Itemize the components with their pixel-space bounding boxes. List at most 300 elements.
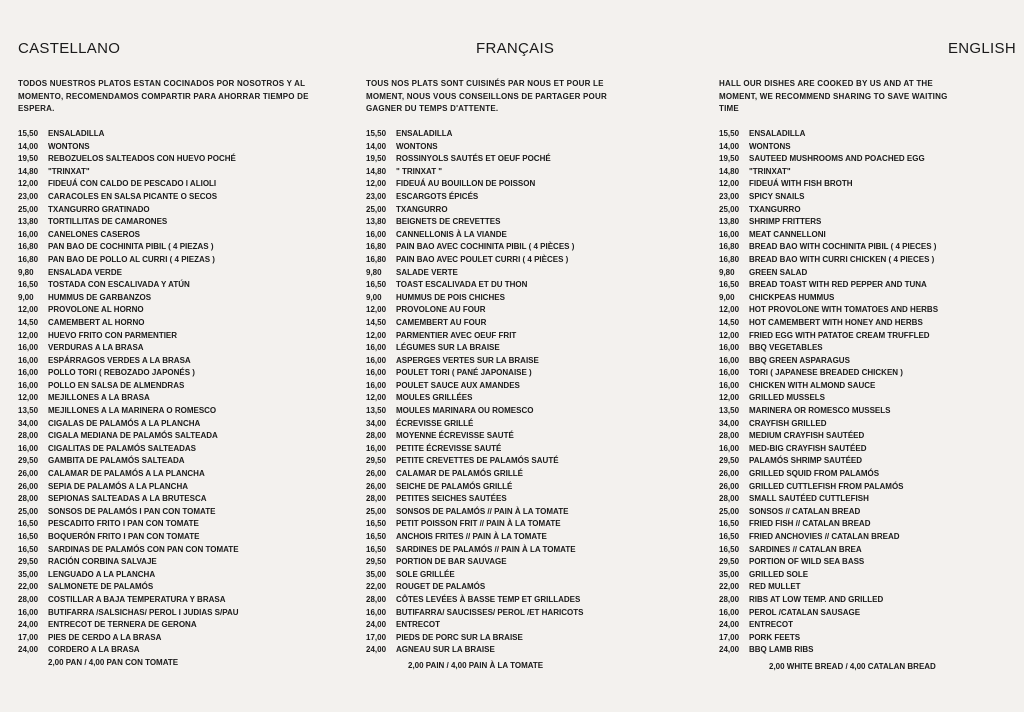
menu-item-name: ENTRECOT: [749, 620, 793, 630]
menu-item-price: 26,00: [18, 481, 39, 491]
menu-item: [18, 229, 239, 242]
menu-item-name: SAUTEED MUSHROOMS AND POACHED EGG: [749, 154, 925, 164]
menu-item-price: 26,00: [366, 469, 387, 479]
menu-item: [366, 418, 583, 431]
menu-item-name: FIDEUÁ AU BOUILLON DE POISSON: [396, 179, 536, 189]
menu-item-name: TORI ( JAPANESE BREADED CHICKEN ): [749, 368, 903, 378]
menu-item-price: 12,00: [719, 330, 740, 340]
menu-item: [18, 607, 239, 620]
menu-item-name: SEICHE DE PALAMÓS GRILLÉ: [396, 481, 513, 491]
menu-item-name: "TRINXAT": [749, 166, 791, 176]
menu-item-name: MEJILLONES A LA MARINERA O ROMESCO: [48, 406, 217, 416]
bread-line-english: 2,00 WHITE BREAD / 4,00 CATALAN BREAD: [769, 662, 936, 671]
menu-item-name: CÔTES LEVÉES À BASSE TEMP ET GRILLADES: [396, 594, 581, 604]
menu-item-name: HUMMUS DE GARBANZOS: [48, 292, 152, 302]
menu-item-name: ENTRECOT DE TERNERA DE GERONA: [48, 620, 197, 630]
menu-item-price: 17,00: [18, 632, 39, 642]
menu-item: [366, 632, 583, 645]
menu-item-price: 25,00: [719, 506, 740, 516]
menu-item: [719, 128, 938, 141]
menu-item-name: MED-BIG CRAYFISH SAUTÉED: [749, 443, 867, 453]
intro-english: HALL OUR DISHES ARE COOKED BY US AND AT THE MOMENT, WE RECOMMEND SHARING TO SAVE WAITING TIME: [719, 79, 948, 113]
menu-item-price: 29,50: [366, 557, 387, 567]
menu-item-name: SARDINAS DE PALAMÓS CON PAN CON TOMATE: [48, 544, 239, 554]
menu-item-price: 28,00: [719, 594, 740, 604]
menu-list-castellano: [18, 128, 239, 657]
menu-item-name: VERDURAS A LA BRASA: [48, 343, 144, 353]
menu-item: [18, 267, 239, 280]
menu-item: [18, 418, 239, 431]
menu-item-name: ENSALADILLA: [396, 129, 453, 138]
menu-item-price: 13,50: [719, 406, 740, 416]
menu-item: [366, 204, 583, 217]
menu-item: [366, 166, 583, 179]
menu-item-name: GAMBITA DE PALAMÓS SALTEADA: [48, 456, 185, 466]
menu-item: [719, 153, 938, 166]
menu-item: [18, 405, 239, 418]
menu-item-name: SARDINES // CATALAN BREA: [749, 544, 862, 554]
menu-item: [18, 355, 239, 368]
menu-item-name: TXANGURRO: [396, 204, 448, 214]
menu-item: [719, 204, 938, 217]
menu-item-price: 13,80: [366, 217, 387, 227]
menu-item-price: 35,00: [719, 569, 740, 579]
menu-item-price: 16,00: [18, 355, 39, 365]
menu-item: [18, 518, 239, 531]
menu-item-price: 26,00: [719, 481, 740, 491]
menu-item-price: 16,00: [719, 343, 740, 353]
menu-item-price: 35,00: [18, 569, 39, 579]
menu-item: [366, 267, 583, 280]
menu-item-price: 16,50: [366, 280, 387, 290]
menu-item: [719, 292, 938, 305]
menu-item-name: BBQ LAMB RIBS: [749, 645, 814, 655]
menu-item-price: 25,00: [18, 204, 39, 214]
menu-item: [719, 531, 938, 544]
menu-item-name: SONSOS // CATALAN BREAD: [749, 506, 861, 516]
menu-item-price: 16,00: [18, 607, 39, 617]
menu-item: [18, 481, 239, 494]
menu-item-name: ROUGET DE PALAMÓS: [396, 582, 486, 592]
menu-item-price: 26,00: [366, 481, 387, 491]
menu-item-price: 9,00: [366, 292, 382, 302]
menu-item: [366, 292, 583, 305]
menu-item-price: 16,00: [366, 343, 387, 353]
menu-item-price: 23,00: [366, 191, 387, 201]
menu-item-name: REBOZUELOS SALTEADOS CON HUEVO POCHÉ: [48, 154, 236, 164]
menu-item-name: POLLO EN SALSA DE ALMENDRAS: [48, 380, 185, 390]
menu-item: [366, 279, 583, 292]
menu-item-price: 29,50: [366, 456, 387, 466]
menu-item-name: BREAD BAO WITH CURRI CHICKEN ( 4 PIECES ): [749, 254, 935, 264]
menu-item-price: 16,00: [18, 343, 39, 353]
menu-item: [366, 607, 583, 620]
menu-item-price: 25,00: [719, 204, 740, 214]
menu-item-name: CAMEMBERT AU FOUR: [396, 317, 487, 327]
menu-item-price: 16,00: [18, 380, 39, 390]
menu-item: [719, 430, 938, 443]
menu-item-name: MEJILLONES A LA BRASA: [48, 393, 150, 403]
menu-item-price: 16,50: [18, 544, 39, 554]
menu-item-price: 22,00: [18, 582, 39, 592]
menu-item: [366, 330, 583, 343]
menu-item-price: 14,00: [719, 141, 740, 151]
menu-item-price: 26,00: [719, 469, 740, 479]
menu-item-price: 25,00: [366, 204, 387, 214]
menu-item: [719, 367, 938, 380]
menu-item-price: 12,00: [719, 393, 740, 403]
menu-item-price: 25,00: [18, 506, 39, 516]
menu-item: [366, 468, 583, 481]
menu-item-price: 17,00: [366, 632, 387, 642]
menu-item-name: LÉGUMES SUR LA BRAISE: [396, 343, 500, 353]
menu-item-price: 12,00: [366, 393, 387, 403]
menu-item-price: 15,50: [719, 129, 740, 138]
menu-item-name: WONTONS: [48, 141, 90, 151]
menu-item: [719, 418, 938, 431]
menu-item-price: 9,00: [719, 292, 735, 302]
menu-item: [18, 581, 239, 594]
menu-item: [366, 304, 583, 317]
menu-item: [719, 166, 938, 179]
menu-item-name: PALAMÓS SHRIMP SAUTÉED: [749, 456, 863, 466]
menu-item-name: GRILLED MUSSELS: [749, 393, 826, 403]
menu-item: [366, 531, 583, 544]
menu-item-name: CALAMAR DE PALAMÓS A LA PLANCHA: [48, 469, 205, 479]
menu-item-price: 16,80: [18, 254, 39, 264]
menu-item: [18, 443, 239, 456]
menu-item-name: ENTRECOT: [396, 620, 440, 630]
menu-item-price: 16,00: [366, 368, 387, 378]
menu-item: [719, 267, 938, 280]
menu-item-price: 24,00: [366, 645, 387, 655]
menu-item: [18, 279, 239, 292]
menu-item-name: PETIT POISSON FRIT // PAIN À LA TOMATE: [396, 519, 561, 529]
menu-item: [719, 644, 938, 657]
menu-item: [18, 594, 239, 607]
menu-item-name: POULET SAUCE AUX AMANDES: [396, 380, 520, 390]
menu-item-name: SARDINES DE PALAMÓS // PAIN À LA TOMATE: [396, 544, 576, 554]
menu-item-name: " TRINXAT ": [396, 166, 443, 176]
menu-item-name: MEAT CANNELLONI: [749, 229, 826, 239]
menu-item-price: 19,50: [18, 154, 39, 164]
menu-item-name: SALADE VERTE: [396, 267, 458, 277]
menu-item-price: 16,50: [719, 544, 740, 554]
menu-item: [18, 304, 239, 317]
menu-item: [366, 367, 583, 380]
menu-item-price: 14,80: [366, 166, 387, 176]
menu-item-name: PETITE CREVETTES DE PALAMÓS SAUTÉ: [396, 456, 559, 466]
menu-item: [18, 330, 239, 343]
menu-item: [366, 141, 583, 154]
menu-item-price: 16,50: [18, 532, 39, 541]
menu-item-price: 9,80: [719, 267, 735, 277]
menu-item: [719, 178, 938, 191]
menu-item-name: BBQ VEGETABLES: [749, 343, 823, 353]
menu-item-price: 23,00: [719, 191, 740, 201]
menu-item: [18, 380, 239, 393]
menu-item-name: BUTIFARRA /SALSICHAS/ PEROL I JUDIAS S/PAU: [48, 607, 239, 617]
menu-item: [719, 569, 938, 582]
menu-item-name: MARINERA OR ROMESCO MUSSELS: [749, 406, 891, 416]
menu-item-price: 25,00: [366, 506, 387, 516]
menu-item-name: ROSSINYOLS SAUTÉS ET OEUF POCHÉ: [396, 154, 551, 164]
menu-item-price: 16,50: [719, 519, 740, 529]
menu-item-price: 16,00: [719, 229, 740, 239]
menu-item-name: SONSOS DE PALAMÓS I PAN CON TOMATE: [48, 506, 216, 516]
menu-item-price: 14,80: [719, 166, 740, 176]
menu-item-name: PROVOLONE AU FOUR: [396, 305, 486, 315]
menu-item-name: PORK FEETS: [749, 632, 801, 642]
menu-item: [719, 443, 938, 456]
menu-item-name: CHICKPEAS HUMMUS: [749, 292, 835, 302]
menu-item: [719, 380, 938, 393]
menu-item: [366, 581, 583, 594]
menu-item-name: PAIN BAO AVEC COCHINITA PIBIL ( 4 PIÈCES ): [396, 242, 575, 252]
menu-item-name: CIGALITAS DE PALAMÓS SALTEADAS: [48, 443, 196, 453]
menu-item-price: 12,00: [719, 305, 740, 315]
menu-item: [719, 581, 938, 594]
menu-item-price: 22,00: [366, 582, 387, 592]
menu-item: [719, 455, 938, 468]
menu-item-name: MOULES GRILLÉES: [396, 393, 473, 403]
bread-line-castellano: 2,00 PAN / 4,00 PAN CON TOMATE: [48, 658, 179, 667]
menu-item: [719, 241, 938, 254]
menu-item-name: FIDEUÁ WITH FISH BROTH: [749, 179, 853, 189]
menu-item: [366, 506, 583, 519]
menu-item-price: 14,80: [18, 166, 39, 176]
menu-item-name: GRILLED SQUID FROM PALAMÓS: [749, 469, 880, 479]
menu-item-name: ÉCREVISSE GRILLÉ: [396, 418, 474, 428]
menu-item-name: CRAYFISH GRILLED: [749, 418, 827, 428]
menu-item: [18, 216, 239, 229]
menu-item: [18, 468, 239, 481]
menu-item-name: HUEVO FRITO CON PARMENTIER: [48, 330, 178, 340]
menu-item: [366, 216, 583, 229]
menu-item-name: RIBS AT LOW TEMP. AND GRILLED: [749, 594, 884, 604]
menu-item-price: 9,80: [366, 267, 382, 277]
menu-item: [18, 531, 239, 544]
menu-item-name: BOQUERÓN FRITO I PAN CON TOMATE: [48, 532, 200, 541]
menu-item-name: SEPIONAS SALTEADAS A LA BRUTESCA: [48, 494, 207, 504]
menu-item-name: RED MULLET: [749, 582, 801, 592]
menu-item-price: 12,00: [18, 393, 39, 403]
menu-item: [18, 632, 239, 645]
menu-item-price: 16,00: [366, 229, 387, 239]
menu-item-name: TXANGURRO GRATINADO: [48, 204, 150, 214]
menu-item-name: SHRIMP FRITTERS: [749, 217, 822, 227]
menu-item-price: 12,00: [18, 305, 39, 315]
menu-item-name: SPICY SNAILS: [749, 191, 805, 201]
menu-item: [719, 141, 938, 154]
menu-item: [366, 229, 583, 242]
menu-item: [366, 544, 583, 557]
menu-item: [18, 204, 239, 217]
menu-item: [719, 506, 938, 519]
menu-item: [366, 455, 583, 468]
menu-item-name: SOLE GRILLÉE: [396, 569, 455, 579]
menu-item-name: ENSALADILLA: [749, 129, 806, 138]
menu-item-name: RACIÓN CORBINA SALVAJE: [48, 557, 157, 567]
menu-item: [18, 493, 239, 506]
menu-item-price: 16,80: [366, 242, 387, 252]
menu-item-name: CHICKEN WITH ALMOND SAUCE: [749, 380, 876, 390]
menu-item: [719, 317, 938, 330]
menu-item-name: CAMEMBERT AL HORNO: [48, 317, 145, 327]
menu-item: [719, 392, 938, 405]
menu-item-name: CIGALAS DE PALAMÓS A LA PLANCHA: [48, 418, 201, 428]
menu-item-price: 34,00: [366, 418, 387, 428]
menu-item-price: 9,00: [18, 292, 34, 302]
menu-item: [18, 241, 239, 254]
menu-item: [18, 455, 239, 468]
menu-item-price: 22,00: [719, 582, 740, 592]
menu-item-price: 16,50: [366, 544, 387, 554]
menu-item: [18, 367, 239, 380]
menu-item-price: 12,00: [18, 330, 39, 340]
menu-item-price: 28,00: [366, 431, 387, 441]
menu-item-price: 14,50: [18, 317, 39, 327]
menu-item-name: CANNELLONIS À LA VIANDE: [396, 229, 507, 239]
menu-item-name: HOT CAMEMBERT WITH HONEY AND HERBS: [749, 317, 923, 327]
menu-item-price: 16,00: [18, 229, 39, 239]
menu-item-name: ANCHOIS FRITES // PAIN À LA TOMATE: [396, 532, 547, 541]
menu-item-price: 16,50: [719, 280, 740, 290]
menu-item-name: SALMONETE DE PALAMÓS: [48, 582, 154, 592]
menu-item-name: TOSTADA CON ESCALIVADA Y ATÚN: [48, 280, 190, 290]
menu-item-price: 35,00: [366, 569, 387, 579]
menu-item-price: 24,00: [719, 645, 740, 655]
menu-item-price: 28,00: [366, 494, 387, 504]
menu-item: [18, 141, 239, 154]
menu-item-name: ESCARGOTS ÉPICÉS: [396, 191, 479, 201]
menu-item: [366, 380, 583, 393]
menu-item: [18, 153, 239, 166]
menu-item: [719, 304, 938, 317]
menu-item: [366, 443, 583, 456]
menu-item: [18, 619, 239, 632]
menu-item-name: PEROL /CATALAN SAUSAGE: [749, 607, 861, 617]
menu-item-name: POULET TORI ( PANÉ JAPONAISE ): [396, 368, 532, 378]
menu-item-name: HOT PROVOLONE WITH TOMATOES AND HERBS: [749, 305, 939, 315]
menu-item: [366, 594, 583, 607]
menu-item-name: ENSALADILLA: [48, 129, 105, 138]
menu-item-name: LENGUADO A LA PLANCHA: [48, 569, 156, 579]
menu-item-price: 16,50: [366, 532, 387, 541]
menu-item-name: BUTIFARRA/ SAUCISSES/ PEROL /ET HARICOTS: [396, 607, 584, 617]
menu-item-name: WONTONS: [396, 141, 438, 151]
menu-item: [366, 241, 583, 254]
menu-item-name: MOULES MARINARA OU ROMESCO: [396, 406, 534, 416]
menu-list-english: [719, 128, 938, 657]
menu-item-name: PORTION DE BAR SAUVAGE: [396, 557, 507, 567]
menu-item-price: 16,50: [18, 280, 39, 290]
menu-item: [18, 128, 239, 141]
menu-item: [366, 619, 583, 632]
menu-item-price: 16,80: [719, 242, 740, 252]
menu-item: [719, 493, 938, 506]
menu-item-name: FRIED ANCHOVIES // CATALAN BREAD: [749, 532, 900, 541]
menu-item: [18, 556, 239, 569]
menu-item: [719, 342, 938, 355]
menu-item: [719, 191, 938, 204]
menu-item-name: BBQ GREEN ASPARAGUS: [749, 355, 850, 365]
menu-item-name: PETITE ÉCREVISSE SAUTÉ: [396, 443, 502, 453]
menu-item: [719, 594, 938, 607]
menu-item-price: 28,00: [719, 494, 740, 504]
menu-item-name: HUMMUS DE POIS CHICHES: [396, 292, 505, 302]
menu-item-price: 16,50: [18, 519, 39, 529]
menu-item-name: CARACOLES EN SALSA PICANTE O SECOS: [48, 191, 218, 201]
menu-item-price: 14,50: [719, 317, 740, 327]
menu-item-name: TORTILLITAS DE CAMARONES: [48, 217, 168, 227]
menu-item: [366, 128, 583, 141]
menu-item-price: 16,00: [719, 443, 740, 453]
menu-item-price: 14,00: [18, 141, 39, 151]
menu-item-price: 16,00: [18, 368, 39, 378]
menu-item-name: MOYENNE ÉCREVISSE SAUTÉ: [396, 431, 514, 441]
menu-item-name: SONSOS DE PALAMÓS // PAIN À LA TOMATE: [396, 506, 569, 516]
menu-item-name: BEIGNETS DE CREVETTES: [396, 217, 501, 227]
menu-item-price: 29,50: [18, 557, 39, 567]
menu-list-francais: [366, 128, 583, 657]
menu-item-price: 16,00: [719, 380, 740, 390]
menu-item-name: COSTILLAR A BAJA TEMPERATURA Y BRASA: [48, 594, 226, 604]
menu-item-price: 34,00: [719, 418, 740, 428]
menu-item-name: ASPERGES VERTES SUR LA BRAISE: [396, 355, 539, 365]
menu-item: [18, 644, 239, 657]
menu-item-price: 16,00: [719, 368, 740, 378]
menu-item: [18, 191, 239, 204]
menu-item-name: PIES DE CERDO A LA BRASA: [48, 632, 162, 642]
menu-item-price: 29,50: [719, 557, 740, 567]
menu-item-price: 16,00: [719, 607, 740, 617]
menu-item: [719, 518, 938, 531]
menu-item-price: 24,00: [18, 645, 39, 655]
menu-item-name: FRIED FISH // CATALAN BREAD: [749, 519, 871, 529]
menu-item-name: PARMENTIER AVEC OEUF FRIT: [396, 330, 517, 340]
menu-item: [366, 430, 583, 443]
menu-item: [719, 468, 938, 481]
menu-item: [719, 216, 938, 229]
menu-item-price: 12,00: [366, 179, 387, 189]
menu-item: [366, 342, 583, 355]
menu-item-name: AGNEAU SUR LA BRAISE: [396, 645, 495, 655]
menu-item: [366, 355, 583, 368]
menu-item-name: PAIN BAO AVEC POULET CURRI ( 4 PIÈCES ): [396, 254, 569, 264]
menu-item-price: 16,00: [18, 443, 39, 453]
menu-item-price: 26,00: [18, 469, 39, 479]
menu-item: [719, 632, 938, 645]
menu-item-name: BREAD BAO WITH COCHINITA PIBIL ( 4 PIECES ): [749, 242, 937, 252]
menu-item: [18, 430, 239, 443]
menu-item-price: 14,00: [366, 141, 387, 151]
menu-item: [366, 254, 583, 267]
menu-item: [719, 330, 938, 343]
intro-castellano: TODOS NUESTROS PLATOS ESTAN COCINADOS POR NOSOTROS Y AL MOMENTO, RECOMENDAMOS COMPARTIR PARA AHORRAR TIEMPO DE ESPERA.: [18, 79, 309, 113]
menu-item: [18, 166, 239, 179]
menu-item-price: 16,00: [366, 607, 387, 617]
menu-item-price: 34,00: [18, 418, 39, 428]
menu-item-name: WONTONS: [749, 141, 791, 151]
menu-item-price: 16,80: [719, 254, 740, 264]
menu-item: [18, 292, 239, 305]
menu-item-price: 24,00: [366, 620, 387, 630]
menu-item-name: GRILLED CUTTLEFISH FROM PALAMÓS: [749, 481, 904, 491]
menu-item-name: FRIED EGG WITH PATATOE CREAM TRUFFLED: [749, 330, 930, 340]
menu-item: [366, 493, 583, 506]
menu-item-price: 28,00: [18, 594, 39, 604]
